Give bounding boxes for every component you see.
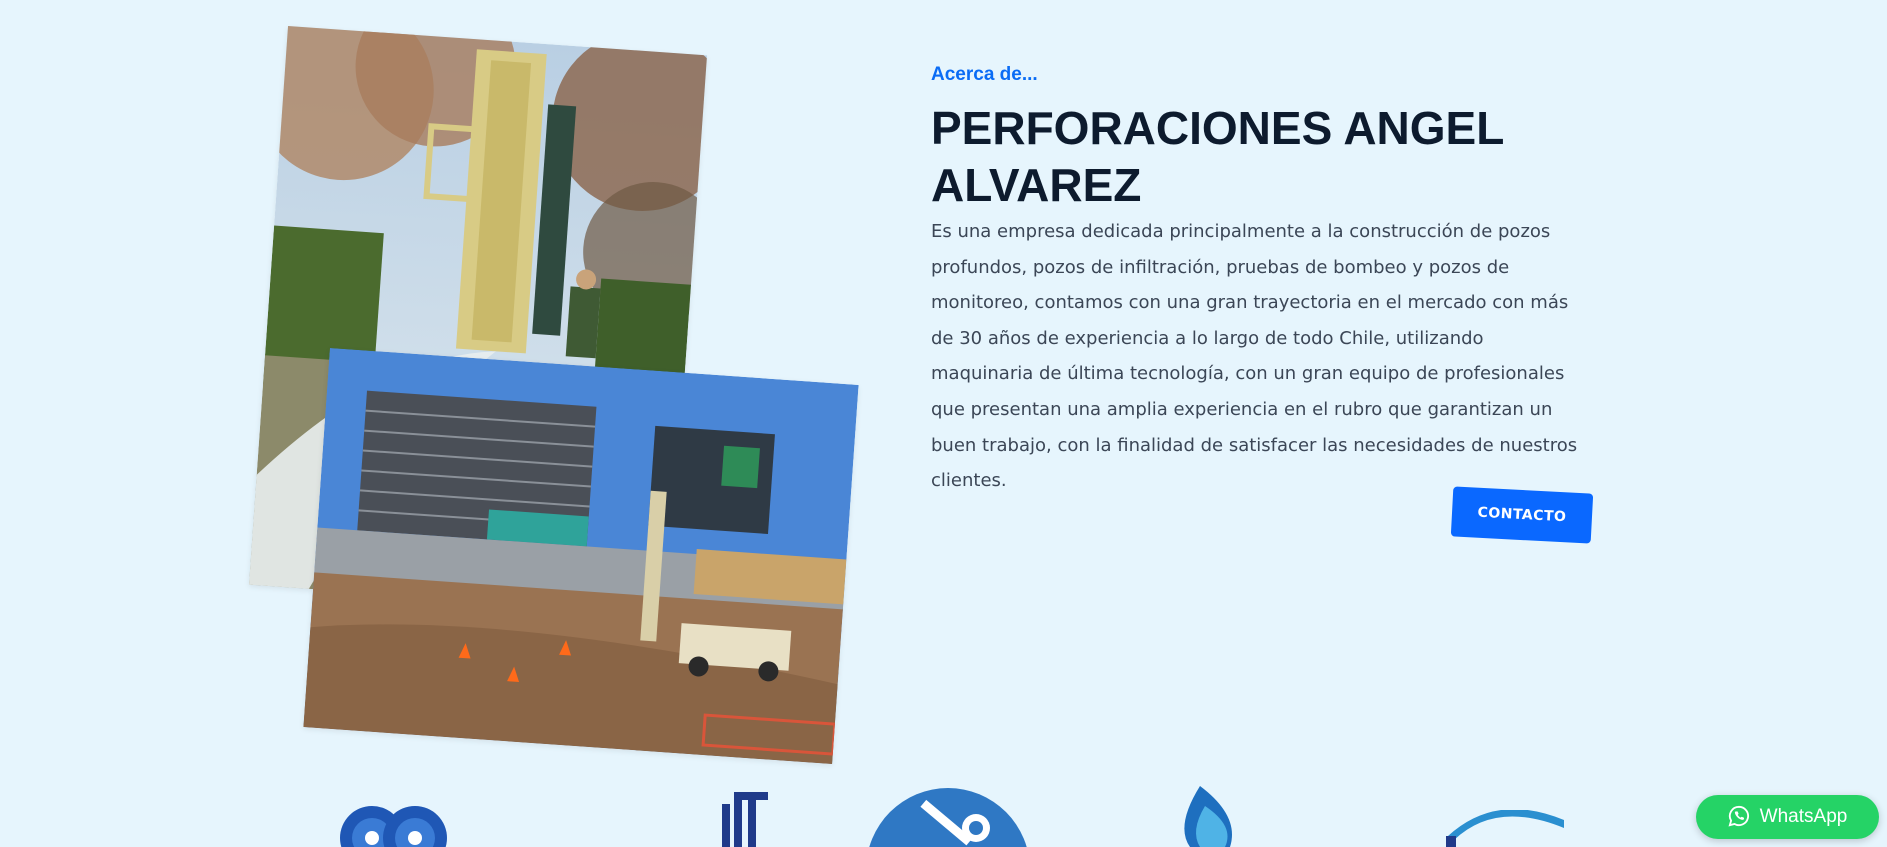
flame-drop-logo-icon[interactable] bbox=[1180, 786, 1250, 847]
contact-button[interactable]: CONTACTO bbox=[1451, 486, 1593, 543]
whatsapp-button[interactable] bbox=[1696, 795, 1879, 839]
whatsapp-icon bbox=[1728, 805, 1750, 830]
wave-logo-icon[interactable] bbox=[1446, 810, 1566, 847]
page-title: PERFORACIONES ANGEL ALVAREZ bbox=[931, 102, 1504, 211]
tools-logo-icon[interactable] bbox=[866, 788, 1030, 847]
section-eyebrow: Acerca de... bbox=[931, 64, 1038, 85]
about-description: Es una empresa dedicada principalmente a la construcción de pozos profundos, pozos de infiltración, pruebas de bombeo y pozos de monitoreo, contamos con una gran trayectoria en el mercado con más de 30 años de experiencia a lo largo de todo Chile, utilizando maquinaria de última tecnología, con un gran equipo de profesionales que presentan una amplia experiencia en el rubro que garantizan un buen trabajo, con la finalidad de satisfacer las necesidades de nuestros clientes. bbox=[931, 221, 1578, 492]
drill-tower-logo-icon[interactable] bbox=[716, 790, 776, 847]
water-drops-logo-icon[interactable] bbox=[340, 806, 450, 847]
construction-site-photo bbox=[303, 348, 858, 764]
whatsapp-label: WhatsApp bbox=[1759, 806, 1848, 827]
